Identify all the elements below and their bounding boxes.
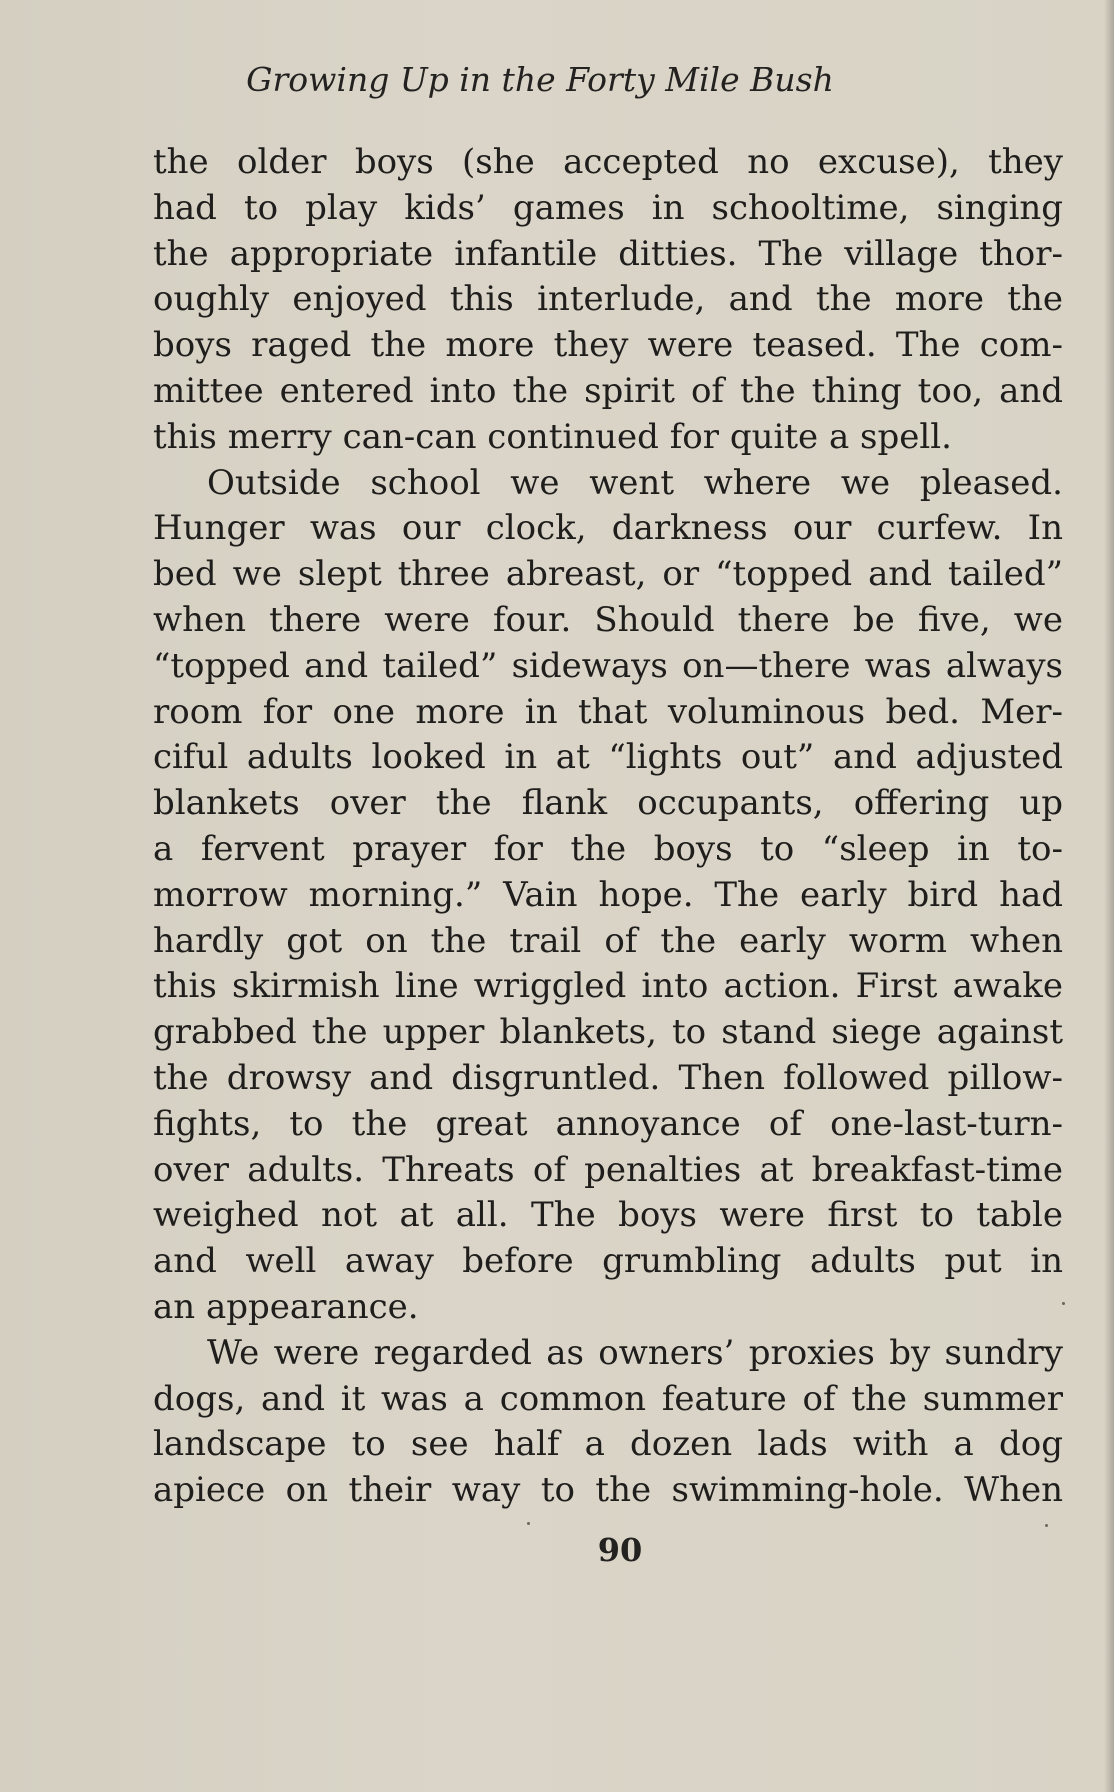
text-line: over adults. Threats of penalties at breakfast-time xyxy=(153,1149,1063,1190)
text-line: apiece on their way to the swimming-hole. When xyxy=(153,1470,1063,1511)
text-line: blankets over the flank occupants, offering up xyxy=(153,783,1063,824)
paper-speck xyxy=(1062,1302,1065,1305)
text-line: this skirmish line wriggled into action. First awake xyxy=(153,966,1063,1007)
text-line: We were regarded as owners’ proxies by sundry xyxy=(207,1332,1063,1373)
text-line: grabbed the upper blankets, to stand siege against xyxy=(153,1012,1063,1053)
text-line: weighed not at all. The boys were first to table xyxy=(153,1195,1063,1236)
text-line: had to play kids’ games in schooltime, singing xyxy=(153,187,1063,228)
text-line: an appearance. xyxy=(153,1286,419,1327)
text-line: hardly got on the trail of the early worm when xyxy=(153,920,1063,961)
text-line: when there were four. Should there be five, we xyxy=(153,599,1063,640)
text-line: this merry can-can continued for quite a spell. xyxy=(153,416,952,457)
text-line: morrow morning.” Vain hope. The early bird had xyxy=(153,874,1063,915)
text-line: “topped and tailed” sideways on—there was always xyxy=(153,645,1063,686)
text-line: Hunger was our clock, darkness our curfew. In xyxy=(153,508,1063,549)
text-line: the drowsy and disgruntled. Then followed pillow- xyxy=(153,1057,1063,1098)
text-line: a fervent prayer for the boys to “sleep in to- xyxy=(153,828,1063,869)
page-edge-shadow xyxy=(1104,0,1114,1792)
text-line: oughly enjoyed this interlude, and the more the xyxy=(153,279,1063,320)
text-line: ciful adults looked in at “lights out” and adjusted xyxy=(153,737,1063,778)
text-line: landscape to see half a dozen lads with a dog xyxy=(153,1424,1063,1465)
text-line: mittee entered into the spirit of the thing too, and xyxy=(153,370,1063,411)
text-line: Outside school we went where we pleased. xyxy=(207,462,1063,503)
text-line: the appropriate infantile ditties. The village thor- xyxy=(153,233,1063,274)
body-text xyxy=(153,140,1063,1514)
text-line: room for one more in that voluminous bed. Mer- xyxy=(153,691,1063,732)
paper-speck xyxy=(1045,1524,1048,1527)
text-line: dogs, and it was a common feature of the summer xyxy=(153,1378,1063,1419)
paper-speck xyxy=(527,1522,530,1525)
text-line: and well away before grumbling adults put in xyxy=(153,1241,1063,1282)
page-number: 90 xyxy=(597,1531,643,1569)
text-line: the older boys (she accepted no excuse), they xyxy=(153,142,1063,182)
text-line: bed we slept three abreast, or “topped and tailed” xyxy=(153,554,1063,595)
text-line: fights, to the great annoyance of one-last-turn- xyxy=(153,1103,1063,1144)
running-head: Growing Up in the Forty Mile Bush xyxy=(246,60,834,99)
text-line: boys raged the more they were teased. The com- xyxy=(153,325,1063,366)
